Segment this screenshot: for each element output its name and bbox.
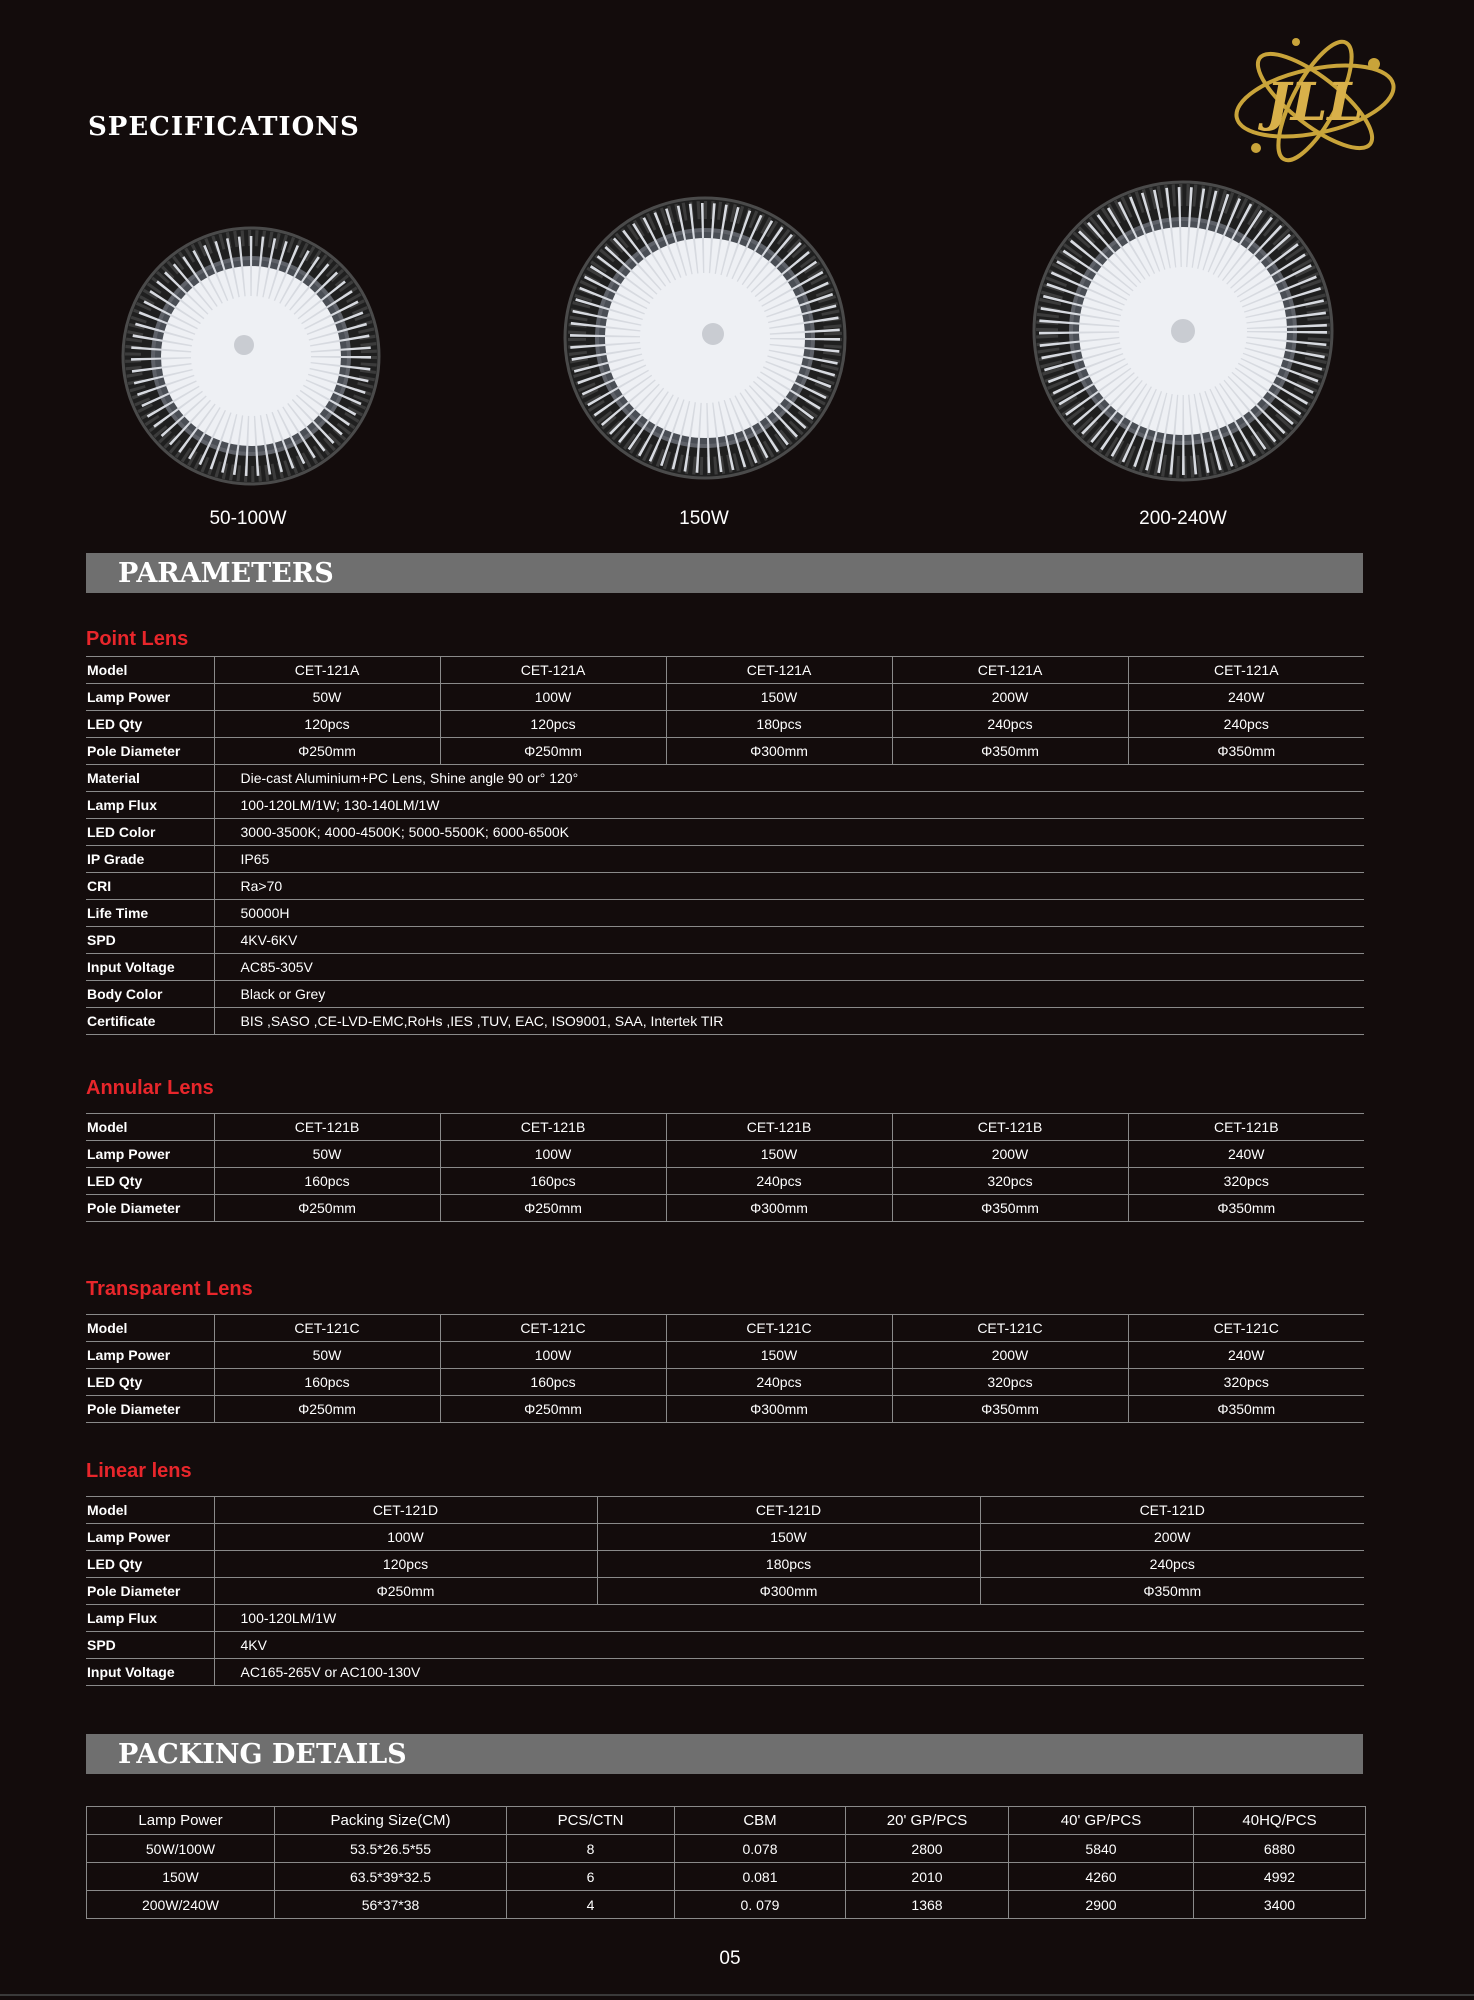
table-row xyxy=(86,1168,1364,1195)
table-cell: CET-121D xyxy=(214,1497,597,1524)
table-row xyxy=(86,819,1364,846)
table-cell: 240pcs xyxy=(980,1551,1364,1578)
table-row xyxy=(86,927,1364,954)
page-number: 05 xyxy=(719,1948,741,1969)
table-cell: 200W xyxy=(892,1342,1128,1369)
table-row xyxy=(86,1114,1364,1141)
table-cell: Φ300mm xyxy=(666,1396,892,1423)
row-label: Certificate xyxy=(86,1008,214,1035)
table-cell: 0.081 xyxy=(675,1863,846,1891)
table-cell: 150W xyxy=(666,1141,892,1168)
table-cell: 240W xyxy=(1128,1342,1364,1369)
row-label: CRI xyxy=(86,873,214,900)
table-cell: 4KV-6KV xyxy=(214,927,1364,954)
row-label: Pole Diameter xyxy=(86,1396,214,1423)
table-cell: Φ250mm xyxy=(214,1578,597,1605)
row-label: Lamp Power xyxy=(86,1524,214,1551)
table-cell: 50W xyxy=(214,684,440,711)
table-cell: Black or Grey xyxy=(214,981,1364,1008)
table-cell: 4260 xyxy=(1009,1863,1194,1891)
row-label: Model xyxy=(86,1114,214,1141)
table-cell: 240W xyxy=(1128,1141,1364,1168)
table-cell: 50W xyxy=(214,1342,440,1369)
table-header-row xyxy=(87,1807,1366,1835)
table-cell: CET-121C xyxy=(666,1315,892,1342)
table-cell: 100W xyxy=(440,684,666,711)
row-label: Model xyxy=(86,1315,214,1342)
table-cell: CET-121B xyxy=(666,1114,892,1141)
table-cell: 240pcs xyxy=(666,1369,892,1396)
table-cell: 180pcs xyxy=(597,1551,980,1578)
transparent-lens-title: Transparent Lens xyxy=(86,1278,253,1300)
table-row xyxy=(86,981,1364,1008)
annular-lens-title: Annular Lens xyxy=(86,1077,214,1099)
table-cell: CET-121A xyxy=(1128,657,1364,684)
table-cell: Φ300mm xyxy=(666,1195,892,1222)
table-row xyxy=(86,1369,1364,1396)
table-cell: 160pcs xyxy=(440,1369,666,1396)
table-cell: Φ250mm xyxy=(214,1396,440,1423)
table-cell: CET-121A xyxy=(440,657,666,684)
footer-divider xyxy=(0,1994,1474,1996)
table-cell: CET-121B xyxy=(440,1114,666,1141)
table-cell: 100W xyxy=(440,1141,666,1168)
table-cell: Φ350mm xyxy=(980,1578,1364,1605)
table-cell: 2010 xyxy=(846,1863,1009,1891)
table-row xyxy=(86,711,1364,738)
table-cell: 2800 xyxy=(846,1835,1009,1863)
table-row xyxy=(86,1195,1364,1222)
row-label: Lamp Power xyxy=(86,684,214,711)
table-row xyxy=(87,1863,1366,1891)
table-cell: 53.5*26.5*55 xyxy=(275,1835,507,1863)
table-cell: 100W xyxy=(214,1524,597,1551)
packing-table xyxy=(86,1806,1366,1919)
table-cell: 3000-3500K; 4000-4500K; 5000-5500K; 6000-6500K xyxy=(214,819,1364,846)
transparent-lens-table xyxy=(86,1314,1364,1423)
table-cell: CET-121A xyxy=(892,657,1128,684)
table-cell: Φ250mm xyxy=(440,738,666,765)
table-row xyxy=(86,954,1364,981)
table-cell: CET-121B xyxy=(214,1114,440,1141)
lamp-50-100w-image xyxy=(120,225,382,487)
table-cell: 200W xyxy=(892,1141,1128,1168)
table-cell: 6 xyxy=(507,1863,675,1891)
lamp-label-50-100w: 50-100W xyxy=(209,508,287,529)
column-header: CBM xyxy=(675,1807,846,1835)
packing-heading: PACKING DETAILS xyxy=(118,1739,407,1770)
linear-lens-table xyxy=(86,1496,1364,1686)
table-cell: Φ250mm xyxy=(214,1195,440,1222)
row-label: SPD xyxy=(86,1632,214,1659)
table-row xyxy=(86,1524,1364,1551)
annular-lens-table xyxy=(86,1113,1364,1222)
table-cell: Φ300mm xyxy=(666,738,892,765)
row-label: Input Voltage xyxy=(86,954,214,981)
table-row xyxy=(86,1342,1364,1369)
row-label: LED Qty xyxy=(86,1369,214,1396)
table-row xyxy=(86,1008,1364,1035)
table-row xyxy=(87,1835,1366,1863)
table-cell: 160pcs xyxy=(440,1168,666,1195)
row-label: Pole Diameter xyxy=(86,738,214,765)
jll-logo-icon xyxy=(1226,28,1404,174)
table-row xyxy=(86,1497,1364,1524)
table-cell: CET-121C xyxy=(892,1315,1128,1342)
linear-lens-title: Linear lens xyxy=(86,1460,192,1482)
table-cell: Φ250mm xyxy=(440,1195,666,1222)
table-cell: Φ250mm xyxy=(440,1396,666,1423)
table-cell: 3400 xyxy=(1194,1891,1366,1919)
table-cell: Φ350mm xyxy=(1128,1195,1364,1222)
point-lens-title: Point Lens xyxy=(86,628,189,650)
row-label: LED Qty xyxy=(86,1168,214,1195)
table-cell: 240pcs xyxy=(666,1168,892,1195)
table-row xyxy=(86,1315,1364,1342)
table-cell: CET-121D xyxy=(597,1497,980,1524)
table-cell: 320pcs xyxy=(1128,1369,1364,1396)
table-cell: 4KV xyxy=(214,1632,1364,1659)
table-cell: CET-121C xyxy=(1128,1315,1364,1342)
table-cell: 320pcs xyxy=(892,1369,1128,1396)
column-header: 40' GP/PCS xyxy=(1009,1807,1194,1835)
table-row xyxy=(86,1141,1364,1168)
table-cell: Die-cast Aluminium+PC Lens, Shine angle 90 or° 120° xyxy=(214,765,1364,792)
table-cell: 150W xyxy=(666,684,892,711)
table-cell: 0.078 xyxy=(675,1835,846,1863)
table-cell: 0. 079 xyxy=(675,1891,846,1919)
table-row xyxy=(86,1578,1364,1605)
lamp-200-240w-image xyxy=(1032,180,1334,482)
table-cell: 63.5*39*32.5 xyxy=(275,1863,507,1891)
table-row xyxy=(86,846,1364,873)
table-cell: 4 xyxy=(507,1891,675,1919)
row-label: Lamp Flux xyxy=(86,1605,214,1632)
table-row xyxy=(86,900,1364,927)
table-row xyxy=(86,738,1364,765)
table-cell: CET-121A xyxy=(666,657,892,684)
table-cell: 50W/100W xyxy=(87,1835,275,1863)
table-cell: 240W xyxy=(1128,684,1364,711)
table-cell: 180pcs xyxy=(666,711,892,738)
table-cell: IP65 xyxy=(214,846,1364,873)
lamp-label-150w: 150W xyxy=(679,508,729,529)
table-cell: 8 xyxy=(507,1835,675,1863)
table-cell: 320pcs xyxy=(1128,1168,1364,1195)
table-cell: 240pcs xyxy=(892,711,1128,738)
table-cell: AC165-265V or AC100-130V xyxy=(214,1659,1364,1686)
table-cell: CET-121A xyxy=(214,657,440,684)
table-cell: 56*37*38 xyxy=(275,1891,507,1919)
row-label: Lamp Power xyxy=(86,1342,214,1369)
table-cell: 100-120LM/1W; 130-140LM/1W xyxy=(214,792,1364,819)
table-cell: 150W xyxy=(87,1863,275,1891)
row-label: Model xyxy=(86,657,214,684)
logo-text: JLL xyxy=(1266,72,1364,133)
page-title: SPECIFICATIONS xyxy=(88,112,360,142)
row-label: Lamp Flux xyxy=(86,792,214,819)
table-cell: 150W xyxy=(597,1524,980,1551)
lamp-label-200-240w: 200-240W xyxy=(1139,508,1227,529)
table-row xyxy=(86,1605,1364,1632)
table-cell: 50W xyxy=(214,1141,440,1168)
table-cell: Φ350mm xyxy=(1128,738,1364,765)
table-cell: 160pcs xyxy=(214,1168,440,1195)
table-row xyxy=(86,765,1364,792)
table-cell: CET-121C xyxy=(214,1315,440,1342)
table-cell: 1368 xyxy=(846,1891,1009,1919)
table-cell: CET-121B xyxy=(892,1114,1128,1141)
table-row xyxy=(86,657,1364,684)
table-cell: 150W xyxy=(666,1342,892,1369)
parameters-heading: PARAMETERS xyxy=(118,558,334,589)
column-header: Packing Size(CM) xyxy=(275,1807,507,1835)
table-cell: BIS ,SASO ,CE-LVD-EMC,RoHs ,IES ,TUV, EAC, ISO9001, SAA, Intertek TIR xyxy=(214,1008,1364,1035)
row-label: LED Qty xyxy=(86,711,214,738)
table-cell: 200W/240W xyxy=(87,1891,275,1919)
column-header: 20' GP/PCS xyxy=(846,1807,1009,1835)
table-cell: CET-121C xyxy=(440,1315,666,1342)
table-cell: Ra>70 xyxy=(214,873,1364,900)
table-row xyxy=(86,1396,1364,1423)
table-cell: 200W xyxy=(980,1524,1364,1551)
table-row xyxy=(86,873,1364,900)
row-label: Model xyxy=(86,1497,214,1524)
table-cell: 100-120LM/1W xyxy=(214,1605,1364,1632)
table-cell: 100W xyxy=(440,1342,666,1369)
row-label: LED Qty xyxy=(86,1551,214,1578)
table-cell: CET-121D xyxy=(980,1497,1364,1524)
table-cell: Φ350mm xyxy=(1128,1396,1364,1423)
table-row xyxy=(86,684,1364,711)
table-cell: Φ350mm xyxy=(892,738,1128,765)
lamp-150w-image xyxy=(563,196,847,480)
row-label: Body Color xyxy=(86,981,214,1008)
column-header: 40HQ/PCS xyxy=(1194,1807,1366,1835)
table-cell: 160pcs xyxy=(214,1369,440,1396)
row-label: Input Voltage xyxy=(86,1659,214,1686)
table-cell: 320pcs xyxy=(892,1168,1128,1195)
row-label: IP Grade xyxy=(86,846,214,873)
table-cell: 4992 xyxy=(1194,1863,1366,1891)
table-row xyxy=(86,1632,1364,1659)
packing-band xyxy=(86,1734,1363,1774)
column-header: Lamp Power xyxy=(87,1807,275,1835)
table-cell: 50000H xyxy=(214,900,1364,927)
table-cell: Φ300mm xyxy=(597,1578,980,1605)
table-cell: 2900 xyxy=(1009,1891,1194,1919)
table-cell: Φ350mm xyxy=(892,1195,1128,1222)
table-cell: 5840 xyxy=(1009,1835,1194,1863)
table-cell: Φ350mm xyxy=(892,1396,1128,1423)
table-cell: 200W xyxy=(892,684,1128,711)
table-cell: 120pcs xyxy=(214,1551,597,1578)
table-cell: CET-121B xyxy=(1128,1114,1364,1141)
table-cell: Φ250mm xyxy=(214,738,440,765)
row-label: Life Time xyxy=(86,900,214,927)
table-cell: AC85-305V xyxy=(214,954,1364,981)
table-row xyxy=(86,792,1364,819)
table-cell: 120pcs xyxy=(440,711,666,738)
row-label: SPD xyxy=(86,927,214,954)
table-row xyxy=(86,1551,1364,1578)
table-row xyxy=(87,1891,1366,1919)
table-row xyxy=(86,1659,1364,1686)
parameters-band xyxy=(86,553,1363,593)
point-lens-table xyxy=(86,656,1364,1035)
row-label: Material xyxy=(86,765,214,792)
column-header: PCS/CTN xyxy=(507,1807,675,1835)
table-cell: 6880 xyxy=(1194,1835,1366,1863)
row-label: Lamp Power xyxy=(86,1141,214,1168)
row-label: Pole Diameter xyxy=(86,1195,214,1222)
row-label: Pole Diameter xyxy=(86,1578,214,1605)
table-cell: 120pcs xyxy=(214,711,440,738)
table-cell: 240pcs xyxy=(1128,711,1364,738)
row-label: LED Color xyxy=(86,819,214,846)
